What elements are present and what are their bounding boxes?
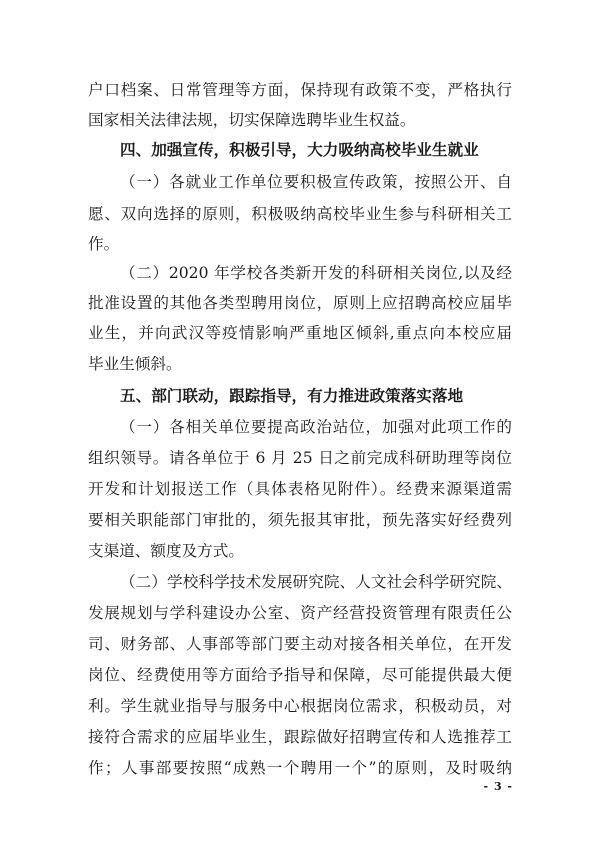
body-line: 支渠道、额度及方式。 bbox=[88, 542, 244, 560]
body-line: 愿、双向选择的原则，积极吸纳高校毕业生参与科研相关工 bbox=[88, 205, 512, 223]
body-line: 户口档案、日常管理等方面，保持现有政策不变，严格执行 bbox=[88, 81, 512, 99]
body-line: 作；人事部要按照“成熟一个聘用一个”的原则，及时吸纳 bbox=[88, 759, 512, 777]
body-line: 岗位、经费使用等方面给予指导和保障，尽可能提供最大便 bbox=[88, 666, 512, 684]
body-line: （一）各就业工作单位要积极宣传政策，按照公开、自 bbox=[120, 173, 512, 191]
body-line: 开发和计划报送工作（具体表格见附件）。经费来源渠道需 bbox=[88, 480, 512, 498]
section-heading: 五、部门联动，跟踪指导，有力推进政策落实落地 bbox=[120, 387, 464, 405]
body-line: （一）各相关单位要提高政治站位，加强对此项工作的 bbox=[120, 418, 512, 436]
body-line: 利。学生就业指导与服务中心根据岗位需求，积极动员，对 bbox=[88, 697, 512, 715]
body-line: 业生，并向武汉等疫情影响严重地区倾斜,重点向本校应届 bbox=[88, 324, 512, 342]
body-line: 国家相关法律法规，切实保障选聘毕业生权益。 bbox=[88, 111, 416, 129]
section-heading: 四、加强宣传，积极引导，大力吸纳高校毕业生就业 bbox=[120, 141, 479, 159]
body-line: 要相关职能部门审批的，须先报其审批，预先落实好经费列 bbox=[88, 511, 512, 529]
body-line: 发展规划与学科建设办公室、资产经营投资管理有限责任公 bbox=[88, 604, 512, 622]
body-line: 组织领导。请各单位于 6 月 25 日之前完成科研助理等岗位 bbox=[88, 449, 512, 467]
body-line: （二）学校科学技术发展研究院、人文社会科学研究院、 bbox=[120, 573, 512, 591]
body-line: 批准设置的其他各类型聘用岗位，原则上应招聘高校应届毕 bbox=[88, 294, 512, 312]
body-line: 接符合需求的应届毕业生，跟踪做好招聘宣传和人选推荐工 bbox=[88, 728, 512, 746]
body-line: 司、财务部、人事部等部门要主动对接各相关单位，在开发 bbox=[88, 635, 512, 653]
body-line: 作。 bbox=[88, 235, 120, 253]
body-line: 毕业生倾斜。 bbox=[88, 355, 182, 373]
page-number: - 3 - bbox=[483, 780, 513, 793]
body-line: （二）2020 年学校各类新开发的科研相关岗位,以及经 bbox=[120, 264, 512, 282]
